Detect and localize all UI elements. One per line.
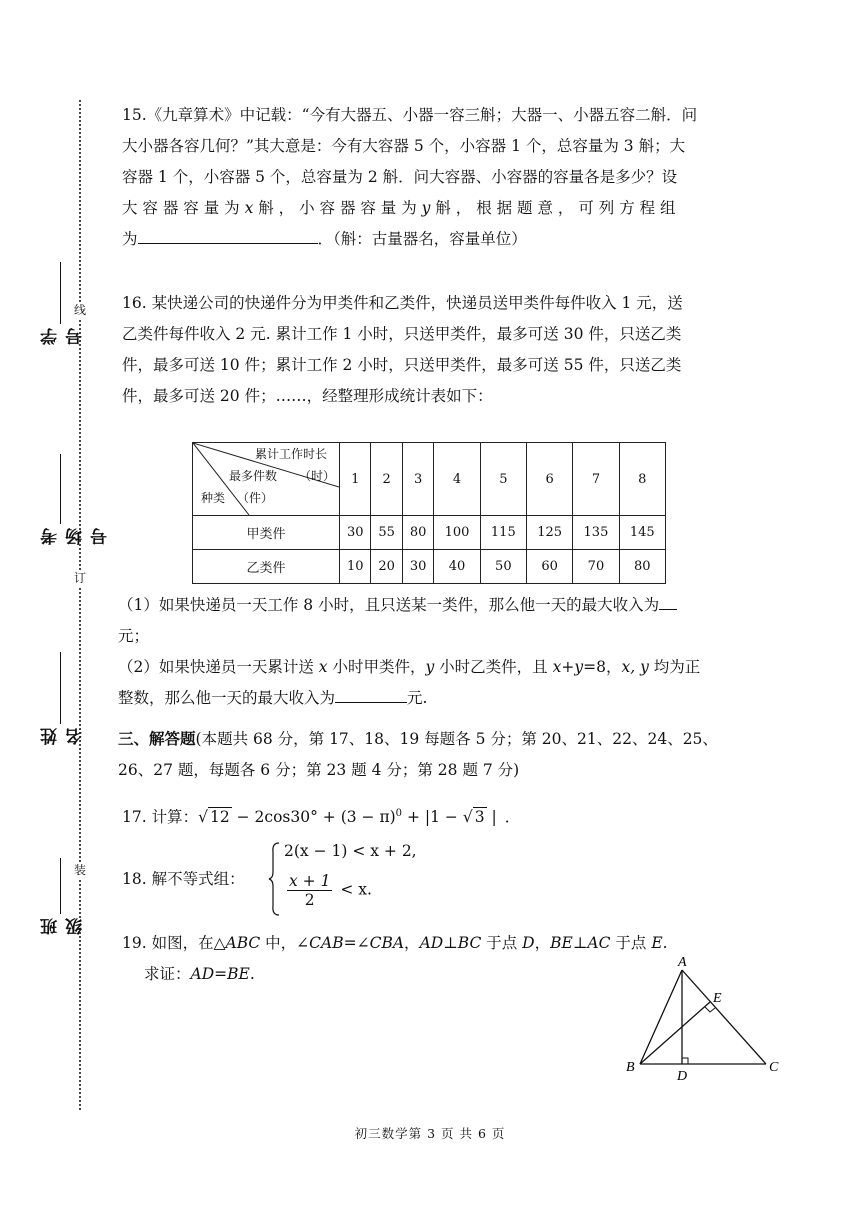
q15-line-5 <box>122 224 738 255</box>
name-underline <box>60 652 61 724</box>
q19-text: ， <box>404 934 420 952</box>
q16-text: （2）如果快递员一天累计送 <box>118 658 319 676</box>
q19-text: . <box>249 965 255 983</box>
label-D: D <box>677 1069 688 1084</box>
question-17: 17. 计算：√ $12 - 2\cos 30^\circ + (3 - \pi)^0 + |1$ − √ 3 | ． <box>122 808 521 827</box>
q19-text: =∠ <box>343 934 370 952</box>
q16-text: 整数，那么他一天的最大收入为 <box>118 689 336 707</box>
table-cell: 50 <box>480 550 526 584</box>
q16-var: x, y <box>621 658 649 676</box>
q16-part-2-blank[interactable] <box>335 687 407 703</box>
table-cell: 30 <box>340 516 371 550</box>
q15-line-2: 大小器各容几何？”其大意是：今有大容器 5 个，小容器 1 个，总容量为 3 斛；大 <box>122 137 686 155</box>
hour-col: 3 <box>402 443 433 516</box>
hour-col: 7 <box>573 443 619 516</box>
q17-radicand-3: 3 <box>474 808 485 827</box>
table-diagonal-header <box>193 443 340 516</box>
row-label: 乙类件 <box>193 550 340 584</box>
q16-text: 均为正 <box>648 658 701 676</box>
student-id-underline <box>60 262 61 324</box>
q19-var: D <box>522 934 535 952</box>
q19-var: CAB <box>309 934 344 952</box>
q15-line-1: 15.《九章算术》中记载：“今有大器五、小器一容三斛；大器一、小器五容二斛．问 <box>122 106 698 124</box>
exam-room-label: 考场号 <box>41 526 111 545</box>
q18-fraction <box>287 872 332 909</box>
header-items-unit: （件） <box>237 491 274 505</box>
q17-exponent: 0 <box>395 808 403 819</box>
student-id-label: 学号 <box>41 326 86 345</box>
q19-text: ⊥ <box>572 934 588 952</box>
q16-line-4: 件，最多可送 20 件；……，经整理形成统计表如下： <box>122 387 493 405</box>
q15-line-4 <box>122 193 738 224</box>
q19-text: ⊥ <box>443 934 458 952</box>
label-B: B <box>626 1060 635 1075</box>
q15-text: ．（斛：古量器名，容量单位） <box>317 230 527 248</box>
q16-var: x <box>318 658 328 676</box>
label-A: A <box>678 955 687 970</box>
q19-text: 于点 <box>481 934 523 952</box>
table-cell: 80 <box>619 550 665 584</box>
table-cell: 125 <box>526 516 572 550</box>
q19-text: 19. 如图，在△ <box>122 934 226 952</box>
q19-text: 于点 <box>610 934 652 952</box>
table-row <box>193 516 666 550</box>
table-row <box>193 550 666 584</box>
q18-rhs: < x. <box>335 880 372 899</box>
table-cell: 30 <box>402 550 433 584</box>
section-3-heading <box>118 724 738 786</box>
q16-part-1-line-1 <box>118 590 738 621</box>
q19-var: BC <box>457 934 482 952</box>
row-label: 甲类件 <box>193 516 340 550</box>
triangle-figure <box>624 952 784 1084</box>
section-3-line-1 <box>118 724 738 755</box>
table-header-row <box>193 443 666 516</box>
q16-part-2-line-2 <box>118 683 738 714</box>
q15-text: 大 容 器 容 量 为 <box>122 199 245 217</box>
q19-var: AD <box>419 934 444 952</box>
q16-var: y <box>425 658 435 676</box>
q19-text: 求证： <box>144 965 191 983</box>
table-cell: 80 <box>402 516 433 550</box>
hour-col: 5 <box>480 443 526 516</box>
table-cell: 100 <box>434 516 480 550</box>
table-cell: 115 <box>480 516 526 550</box>
binding-mark-bind: 装 <box>73 863 86 877</box>
header-work-hours: 累计工作时长 <box>255 447 328 461</box>
name-label: 姓名 <box>41 726 86 745</box>
q16-text: 小时乙类件，且 <box>434 658 553 676</box>
q19-text: ， <box>534 934 551 952</box>
q18-inequality-1: 2(x − 1) < x + 2, <box>284 842 417 860</box>
hour-col: 8 <box>619 443 665 516</box>
exam-room-underline <box>60 454 61 524</box>
q17-expr: | <box>486 808 497 827</box>
q17-end: ． <box>504 808 521 827</box>
hour-col: 6 <box>526 443 572 516</box>
system-brace-icon <box>268 842 280 916</box>
table-cell: 40 <box>434 550 480 584</box>
question-16 <box>122 288 738 412</box>
header-hours-unit: （时） <box>299 469 336 483</box>
table-cell: 10 <box>340 550 371 584</box>
header-kind: 种类 <box>201 491 226 505</box>
binding-mark-staple: 订 <box>73 571 86 585</box>
section-3-note: (本题共 68 分，第 17、18、19 每题各 5 分；第 20、21、22、24、25、 <box>195 730 718 748</box>
q19-text: 中，∠ <box>260 934 310 952</box>
q19-var: E. <box>651 934 668 952</box>
q17-expr: + |1 − <box>402 808 463 827</box>
section-3-note-2: 26、27 题，每题各 6 分；第 23 题 4 分；第 28 题 7 分) <box>118 761 520 779</box>
q15-var-x: x <box>244 199 254 217</box>
class-label: 班级 <box>41 916 86 935</box>
q16-part-2-line-1 <box>118 652 738 683</box>
table-cell: 60 <box>526 550 572 584</box>
q19-var: CBA <box>369 934 405 952</box>
hour-col: 4 <box>434 443 480 516</box>
delivery-stats-table <box>192 442 666 584</box>
q16-line-1: 16. 某快递公司的快递件分为甲类件和乙类件，快递员送甲类件每件收入 1 元，送 <box>122 294 683 312</box>
q16-line-2: 乙类件每件收入 2 元. 累计工作 1 小时，只送甲类件，最多可送 30 件，只送乙类 <box>122 325 682 343</box>
table-cell: 70 <box>573 550 619 584</box>
q16-text: 小时甲类件， <box>327 658 426 676</box>
question-18-label: 18. 解不等式组： <box>122 870 245 888</box>
q19-var: ABC <box>225 934 261 952</box>
q16-part-1-blank[interactable] <box>659 594 677 610</box>
q19-proof-target: AD=BE <box>190 965 250 983</box>
hour-col: 1 <box>340 443 371 516</box>
table-cell: 145 <box>619 516 665 550</box>
class-underline <box>60 858 61 914</box>
q15-answer-blank[interactable] <box>138 228 318 244</box>
label-E: E <box>713 991 722 1006</box>
q16-line-3: 件，最多可送 10 件；累计工作 2 小时，只送甲类件，最多可送 55 件，只送乙类 <box>122 356 682 374</box>
binding-dotted-line <box>79 100 81 1110</box>
table-cell: 135 <box>573 516 619 550</box>
hour-col: 2 <box>371 443 402 516</box>
q15-text: 斛 ， 小 容 器 容 量 为 <box>253 199 422 217</box>
q16-text: （1）如果快递员一天工作 8 小时，且只送某一类件，那么他一天的最大收入为 <box>118 596 660 614</box>
header-max-items: 最多件数 <box>229 469 278 483</box>
q16-text: 元. <box>407 689 428 707</box>
q15-text: 为 <box>122 230 138 248</box>
question-15 <box>122 100 738 255</box>
q16-text: =8， <box>583 658 622 676</box>
binding-mark-line: 线 <box>73 303 86 317</box>
q19-var: BE <box>550 934 573 952</box>
q16-parts <box>118 590 738 714</box>
q15-line-3: 容器 1 个，小容器 5 个，总容量为 2 斛．问大容器、小容器的容量各是多少？设 <box>122 168 678 186</box>
section-3-title: 三、解答题 <box>118 730 196 748</box>
q17-label: 17. 计算： <box>122 808 199 827</box>
table-cell: 20 <box>371 550 402 584</box>
q16-var: x+y <box>552 658 584 676</box>
table-cell: 55 <box>371 516 402 550</box>
q18-denominator: 2 <box>304 891 315 909</box>
page-footer: 初三数学第 3 页 共 6 页 <box>354 1126 506 1141</box>
q16-part-1-line-2: 元； <box>118 627 150 645</box>
q17-radicand-12: 12 <box>209 808 230 827</box>
q18-inequality-2 <box>284 872 372 909</box>
q15-var-y: y <box>421 199 431 217</box>
q19-var: AC <box>587 934 611 952</box>
label-C: C <box>769 1060 779 1075</box>
q17-expr: − 2cos30° + (3 − π) <box>231 808 396 827</box>
q18-numerator: x + 1 <box>289 872 331 890</box>
q15-text: 斛 ， 根 据 题 意 ， 可 列 方 程 组 <box>430 199 676 217</box>
